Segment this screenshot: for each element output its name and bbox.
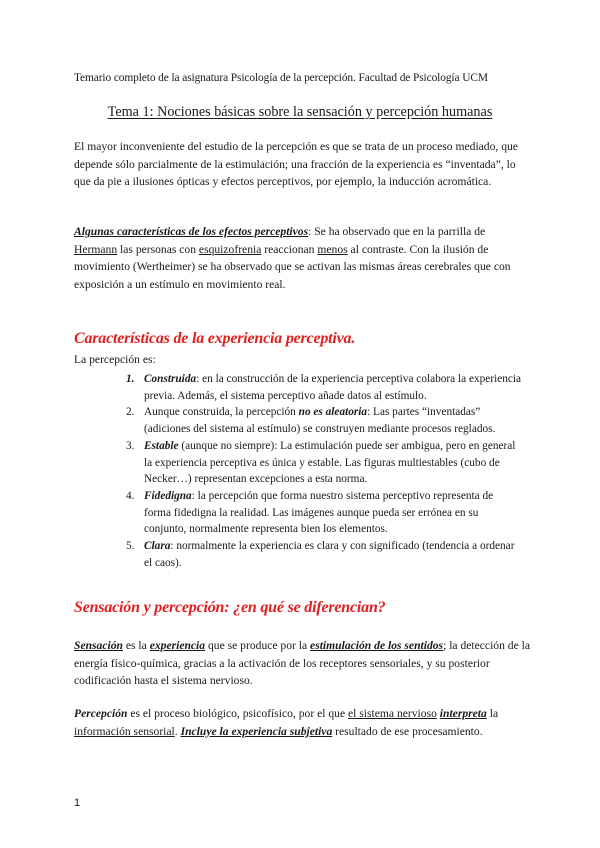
list-item: 4. Fidedigna: la percepción que forma nuestro sistema perceptivo representa de forma fidedigna la realidad. Las imágenes aunque pueda ser errónea en su conjunto, normalmente representa bien los elementos. (126, 489, 494, 536)
list-intro: La percepción es: (74, 353, 156, 366)
list-item: 2. Aunque construida, la percepción no es aleatoria: Las partes “inventadas” (adiciones del sistema al estímulo) se construyen mediante procesos reglados. (126, 406, 496, 436)
hermann-link-text: Hermann (74, 242, 118, 256)
page-number: 1 (74, 797, 81, 809)
list-item: 3. Estable (aunque no siempre): La estimulación puede ser ambigua, pero en general la experiencia perceptiva es única y estable. Las figuras multiestables (cubo de Necker…) representan excepciones a esta norma. (126, 439, 516, 486)
section-heading-experiencia: Características de la experiencia perceptiva. (74, 330, 356, 347)
section-heading-sensacion-percepcion: Sensación y percepción: ¿en qué se diferencian? (74, 599, 386, 616)
topic-title: Tema 1: Nociones básicas sobre la sensación y percepción humanas (107, 104, 493, 120)
list-item: 5. Clara: normalmente la experiencia es clara y con significado (tendencia a ordenar el caos). (126, 540, 515, 569)
intro-paragraph: El mayor inconveniente del estudio de la percepción es que se trata de un proceso mediado, que depende sólo parcialmente de la estimulación; una fracción de la experiencia es “inventada”, lo que da pie a ilusiones ópticas y efectos perceptivos, por ejemplo, la inducción acromática. (74, 140, 518, 188)
menos-text: menos (317, 242, 348, 256)
list-item: 1. Construida: en la construcción de la experiencia perceptiva colabora la experiencia previa. Además, el sistema perceptivo añade datos al estímulo. (126, 373, 522, 402)
effects-lead: Algunas características de los efectos perceptivos (74, 225, 309, 238)
effects-paragraph: Algunas características de los efectos perceptivos: Se ha observado que en la parrilla de Hermann las personas con esquizofrenia reaccionan menos al contraste. Con la ilusión de movimiento (Wertheimer) se ha observado que se activan las mismas áreas cerebrales que con exposición a un estímulo en movimiento real. (74, 225, 511, 291)
page-header: Temario completo de la asignatura Psicología de la percepción. Facultad de Psicología UCM (74, 72, 488, 84)
sensacion-paragraph: Sensación es la experiencia que se produce por la estimulación de los sentidos; la detección de la energía físico-química, gracias a la activación de los receptores sensoriales, y su posterior codificación hasta el sistema nervioso. (74, 639, 530, 687)
characteristics-list (110, 371, 522, 571)
esquizofrenia-text: esquizofrenia (198, 242, 262, 256)
percepcion-paragraph: Percepción es el proceso biológico, psicofísico, por el que el sistema nervioso interpreta la información sensorial. Incluye la experiencia subjetiva resultado de ese procesamiento. (74, 707, 499, 738)
